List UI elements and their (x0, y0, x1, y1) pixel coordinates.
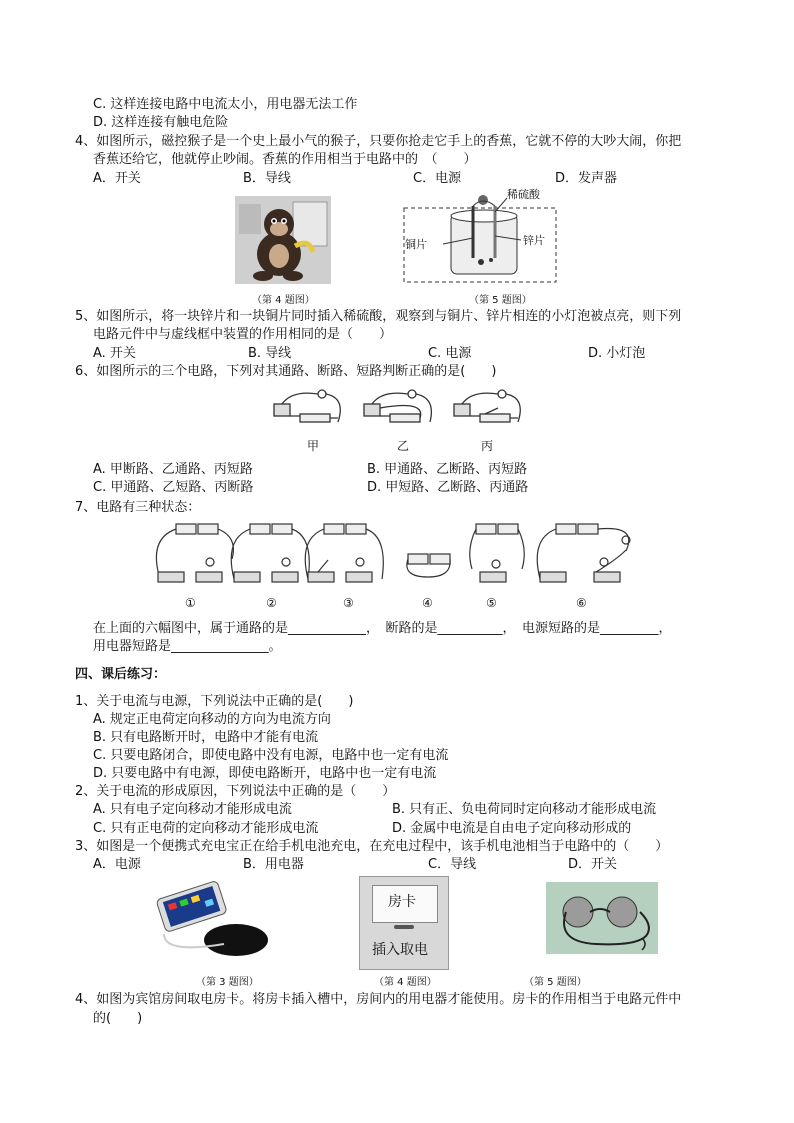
q7-num-2: ② (266, 596, 277, 610)
q5-option-a: A. 开关 (93, 346, 136, 361)
q4-option-a: A．开关 (93, 171, 141, 186)
acid-cell-figure (403, 188, 558, 284)
q6-option-c: C. 甲通路、乙短路、丙断路 (93, 480, 254, 495)
p4-q1-option-c: C. 只要电路闭合，即使电路中没有电源，电路中也一定有电流 (93, 748, 449, 763)
p4-q3-stem: 3、如图是一个便携式充电宝正在给手机电池充电，在充电过程中，该手机电池相当于电路中的（ ） (75, 839, 669, 854)
q7-num-6: ⑥ (576, 596, 587, 610)
room-card-label: 房卡 (388, 894, 416, 910)
p4-q1-option-d: D. 只要电路中有电源，即使电路断开，电路中也一定有电流 (93, 766, 437, 781)
q7-fill-line2: 用电器短路是_______________。 (93, 639, 282, 654)
q6-circuits-figure (270, 384, 532, 432)
card-slot (394, 925, 414, 929)
q4-option-b: B．导线 (243, 171, 291, 186)
wire-circuit-photo (546, 882, 658, 954)
q4-stem-line2: 香蕉还给它，他就停止吵闹。香蕉的作用相当于电路中的 （ ） (93, 152, 477, 167)
p4-q1-option-a: A. 规定正电荷定向移动的方向为电流方向 (93, 712, 331, 727)
q6-option-a: A. 甲断路、乙通路、丙短路 (93, 462, 253, 477)
p4-q4-stem-line1: 4、如图为宾馆房间取电房卡。将房卡插入槽中，房间内的用电器才能使用。房卡的作用相当于电路元件中 (75, 992, 682, 1007)
monkey-toy-photo (235, 196, 331, 284)
q6-option-b: B. 甲通路、乙断路、丙短路 (367, 462, 528, 477)
p4-q2-option-d: D. 金属中电流是自由电子定向移动形成的 (392, 821, 632, 836)
q7-num-5: ⑤ (486, 596, 497, 610)
q3-option-d: D. 这样连接有触电危险 (93, 115, 229, 130)
p4-q3-option-d: D．开关 (568, 857, 618, 872)
q4-stem-line1: 4、如图所示，磁控猴子是一个史上最小气的猴子，只要你抢走它手上的香蕉，它就不停的大吵大闹，你把 (75, 134, 682, 149)
p4-q2-option-c: C. 只有正电荷的定向移动才能形成电流 (93, 821, 319, 836)
p4-fig3-caption: （第 3 题图） (196, 977, 259, 988)
q7-num-3: ③ (343, 596, 354, 610)
fig5-label-copper: 铜片 (405, 238, 427, 251)
p4-q4-stem-line2: 的( ) (93, 1011, 143, 1026)
p4-q3-option-a: A．电源 (93, 857, 141, 872)
p4-q1-stem: 1、关于电流与电源，下列说法中正确的是( ) (75, 694, 354, 709)
q7-fill-line1: 在上面的六幅图中，属于通路的是____________， 断路的是__________， 电源短路的是_________， (93, 621, 672, 636)
fig5-label-zinc: 锌片 (523, 234, 545, 247)
p4-q1-option-b: B. 只有电路断开时，电路中才能有电流 (93, 730, 319, 745)
fig5-label-acid: 稀硫酸 (507, 188, 540, 201)
q3-option-c: C. 这样连接电路中电流太小，用电器无法工作 (93, 97, 358, 112)
section-heading-4: 四、课后练习： (75, 667, 167, 682)
q6-label-yi: 乙 (397, 439, 410, 453)
q6-label-jia: 甲 (307, 439, 320, 453)
q5-stem-line2: 电路元件中与虚线框中装置的作用相同的是（ ） (93, 327, 393, 342)
p4-q2-option-a: A. 只有电子定向移动才能形成电流 (93, 802, 292, 817)
q6-stem: 6、如图所示的三个电路，下列对其通路、断路、短路判断正确的是( ) (75, 364, 497, 379)
p4-fig4-caption: （第 4 题图） (374, 977, 437, 988)
fig4-caption: （第 4 题图） (252, 295, 315, 306)
q5-stem-line1: 5、如图所示，将一块锌片和一块铜片同时插入稀硫酸，观察到与铜片、锌片相连的小灯泡被点亮，则下列 (75, 309, 682, 324)
q6-label-bing: 丙 (481, 439, 494, 453)
fig5-caption: （第 5 题图） (469, 295, 532, 306)
p4-q3-option-c: C．导线 (428, 857, 477, 872)
q5-option-c: C. 电源 (428, 346, 472, 361)
p4-fig5-caption: （第 5 题图） (524, 977, 587, 988)
q7-stem: 7、电路有三种状态： (75, 500, 201, 515)
p4-q2-option-b: B. 只有正、负电荷同时定向移动才能形成电流 (392, 802, 657, 817)
q4-option-d: D．发声器 (555, 171, 618, 186)
p4-q2-stem: 2、关于电流的形成原因，下列说法中正确的是（ ） (75, 784, 396, 799)
room-card-photo (359, 876, 449, 970)
q7-circuits-figure (146, 520, 666, 588)
q7-num-4: ④ (422, 596, 433, 610)
p4-q3-option-b: B．用电器 (243, 857, 304, 872)
q5-option-b: B. 导线 (248, 346, 292, 361)
q6-option-d: D. 甲短路、乙断路、丙通路 (367, 480, 529, 495)
powerbank-charging-photo (150, 878, 270, 964)
q7-num-1: ① (185, 596, 196, 610)
q4-option-c: C．电源 (413, 171, 462, 186)
q5-option-d: D. 小灯泡 (588, 346, 646, 361)
insert-power-label: 插入取电 (372, 942, 428, 958)
